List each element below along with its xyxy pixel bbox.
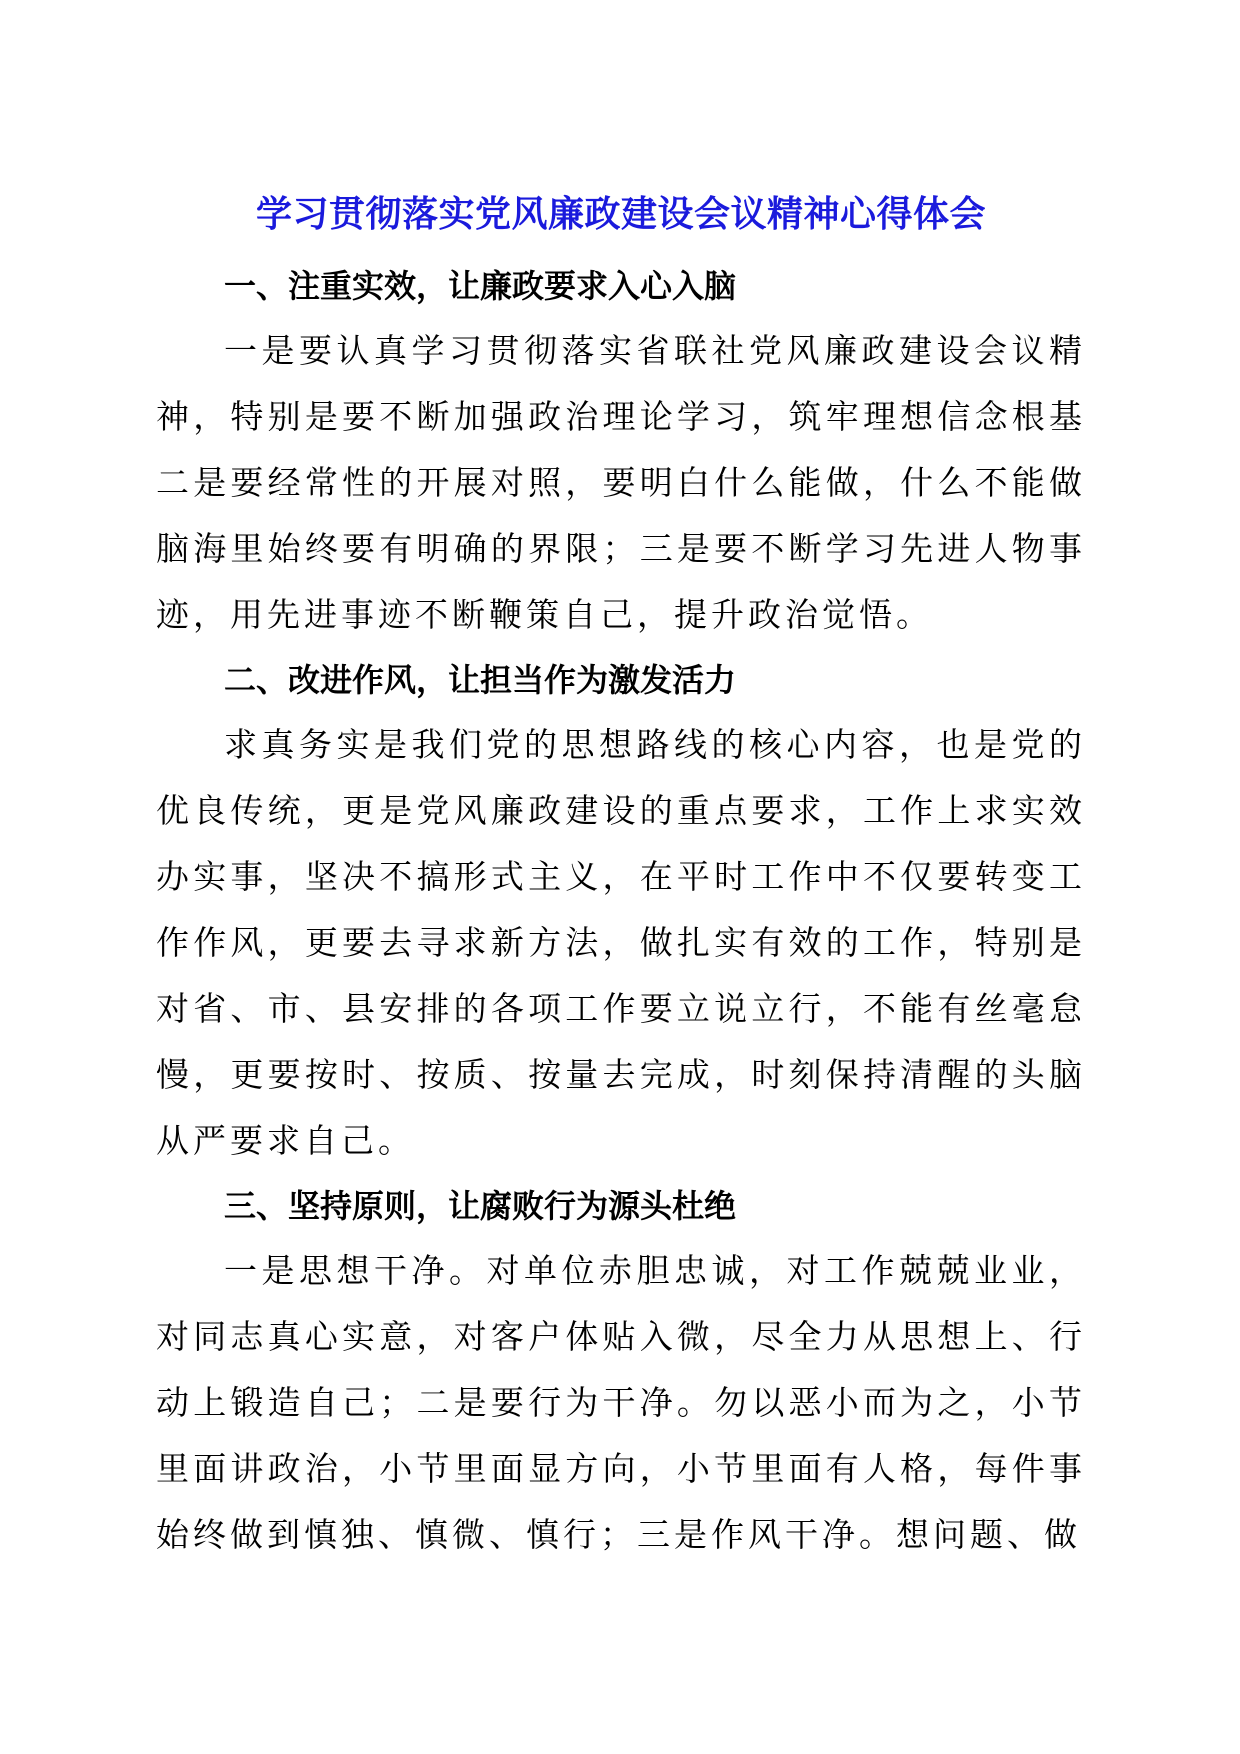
section-heading: 三、坚持原则，让腐败行为源头杜绝 [224,1187,737,1225]
section-3 [156,1174,1086,1568]
section-paragraph: 一是要认真学习贯彻落实省联社党风廉政建设会议精神，特别是要不断加强政治理论学习，筑牢理想信念根基二是要经常性的开展对照，要明白什么能做，什么不能做脑海里始终要有明确的界限；三是要不断学习先进人物事迹，用先进事迹不断鞭策自己，提升政治觉悟。 [156,331,1086,634]
document-body [156,254,1086,1568]
section-paragraph: 求真务实是我们党的思想路线的核心内容，也是党的优良传统，更是党风廉政建设的重点要求，工作上求实效办实事，坚决不搞形式主义，在平时工作中不仅要转变工作作风，更要去寻求新方法，做扎实有效的工作，特别是对省、市、县安排的各项工作要立说立行，不能有丝毫怠慢，更要按时、按质、按量去完成，时刻保持清醒的头脑从严要求自己。 [156,725,1086,1160]
section-1 [156,254,1086,648]
section-2 [156,648,1086,1174]
section-heading: 一、注重实效，让廉政要求入心入脑 [224,267,737,305]
document-title: 学习贯彻落实党风廉政建设会议精神心得体会 [255,194,986,235]
section-paragraph: 一是思想干净。对单位赤胆忠诚，对工作兢兢业业，对同志真心实意，对客户体贴入微，尽全力从思想上、行动上锻造自己；二是要行为干净。勿以恶小而为之，小节里面讲政治，小节里面显方向，小节里面有人格，每件事始终做到慎独、慎微、慎行；三是作风干净。想问题、做 [156,1251,1086,1554]
section-heading: 二、改进作风，让担当作为激发活力 [224,661,737,699]
